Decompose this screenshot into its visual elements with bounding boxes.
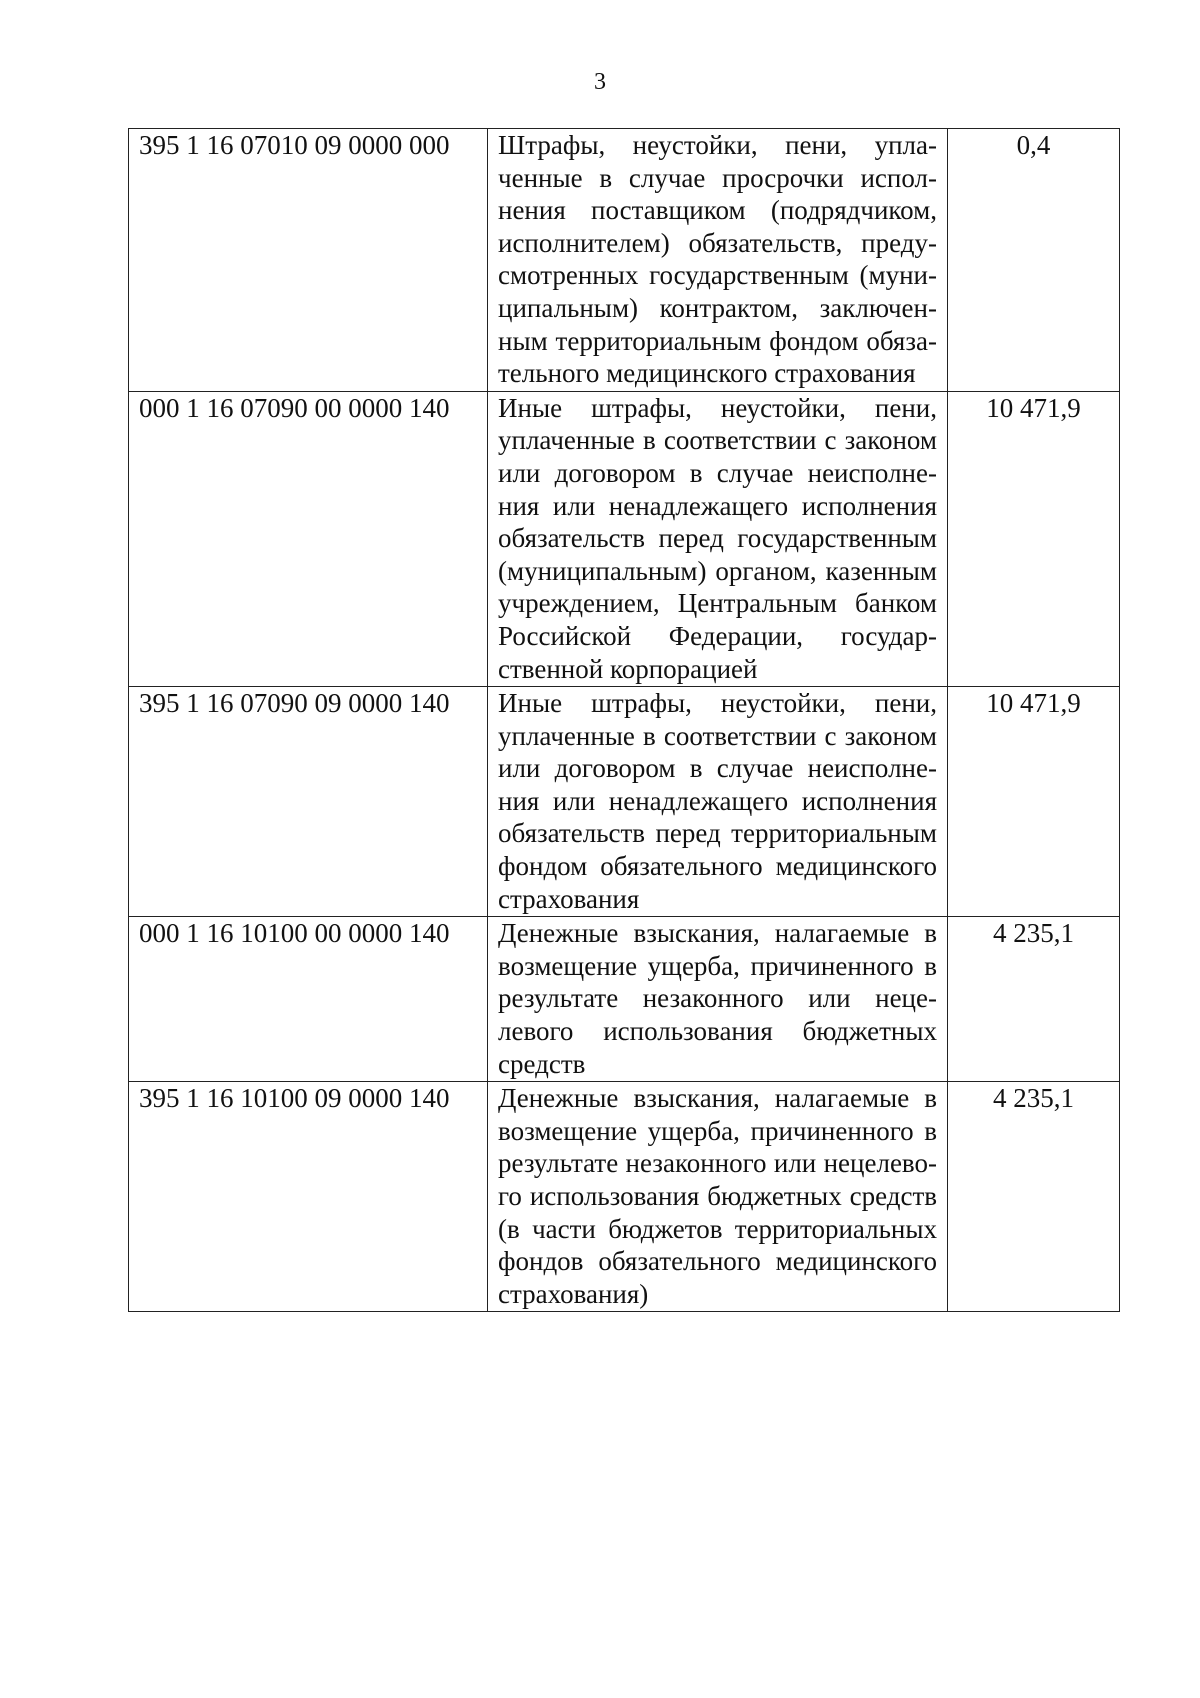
revenue-item-name: Иные штрафы, неустойки, пени, уплаченные в соответствии с законом или договором в случае неисполнения или ненадлежащего исполнения обязательств перед территориальным фондом обязательного медицинского страхования	[488, 687, 948, 917]
revenue-amount: 4 235,1	[948, 1082, 1120, 1312]
revenue-item-name: Денежные взыскания, налагаемые в возмещение ущерба, причиненного в результате незаконного или нецелевого использования бюджетных средств (в части бюджетов территориальных фондов обязательного медицинского страхования)	[488, 1082, 948, 1312]
revenue-amount: 0,4	[948, 129, 1120, 392]
budget-classification-code: 395 1 16 07010 09 0000 000	[129, 129, 488, 392]
revenue-amount: 10 471,9	[948, 391, 1120, 686]
table-row	[129, 917, 1120, 1082]
revenue-amount: 10 471,9	[948, 687, 1120, 917]
table-row	[129, 1082, 1120, 1312]
revenue-item-name: Иные штрафы, неустойки, пени, уплаченные в соответствии с законом или договором в случае неисполнения или ненадлежащего исполнения обязательств перед государственным (муниципальным) органом, казенным учреждением, Центральным банком Российской Федерации, государственной корпорацией	[488, 391, 948, 686]
budget-classification-code: 395 1 16 10100 09 0000 140	[129, 1082, 488, 1312]
revenue-item-name: Денежные взыскания, налагаемые в возмещение ущерба, причиненного в результате незаконного или нецелевого использования бюджетных средств	[488, 917, 948, 1082]
page-number: 3	[594, 69, 606, 95]
budget-classification-code: 000 1 16 10100 00 0000 140	[129, 917, 488, 1082]
table-row	[129, 391, 1120, 686]
revenue-amount: 4 235,1	[948, 917, 1120, 1082]
budget-classification-code: 395 1 16 07090 09 0000 140	[129, 687, 488, 917]
table-row	[129, 687, 1120, 917]
budget-classification-code: 000 1 16 07090 00 0000 140	[129, 391, 488, 686]
table-row	[129, 129, 1120, 392]
budget-revenue-table	[128, 128, 1120, 1312]
revenue-item-name: Штрафы, неустойки, пени, уплаченные в случае просрочки исполнения поставщиком (подрядчиком, исполнителем) обязательств, предусмотренных государственным (муниципальным) контрактом, заключенным территориальным фондом обязательного медицинского страхования	[488, 129, 948, 392]
